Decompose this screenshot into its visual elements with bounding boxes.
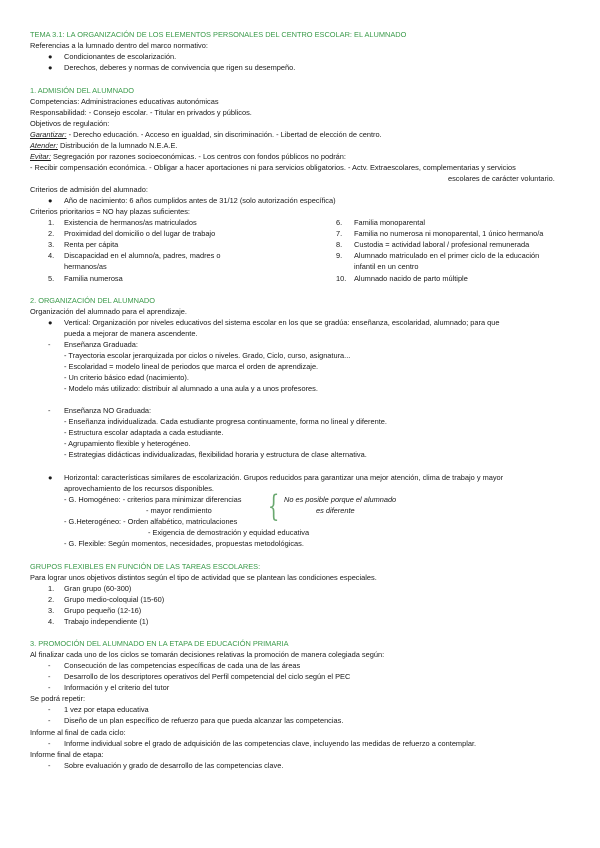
list-item: - Modelo más utilizado: distribuir al alumnado a una aula y a unos profesores. (64, 384, 318, 393)
list-item: - Un criterio básico edad (nacimiento). (64, 373, 189, 382)
list-item: Trabajo independiente (1) (64, 617, 149, 626)
page-title: TEMA 3.1: LA ORGANIZACIÓN DE LOS ELEMENTOS PERSONALES DEL CENTRO ESCOLAR: EL ALUMNADO (30, 30, 407, 39)
garantizar-text: - Derecho educación. - Acceso en igualdad, sin discriminación. - Libertad de elección de centro. (66, 130, 382, 139)
list-item: Proximidad del domicilio o del lugar de trabajo (64, 229, 216, 238)
atender-label: Atender: (30, 141, 58, 150)
heterogeneo-line-2: - Exigencia de demostración y equidad educativa (148, 528, 310, 537)
list-number: 4. (48, 251, 55, 260)
list-item: Informe individual sobre el grado de adquisición de las competencias clave, incluyendo las medidas de refuerzo a contemplar. (64, 739, 477, 748)
list-item: 1 vez por etapa educativa (64, 705, 149, 714)
promocion-intro: Al finalizar cada uno de los ciclos se tomarán decisiones relativas la promoción de manera colegiada según: (30, 650, 385, 659)
vertical-line-2: pueda a mejorar de manera ascendente. (64, 329, 198, 338)
list-item: Sobre evaluación y grado de desarrollo de las competencias clave. (64, 761, 284, 770)
homogeneo-line-1: - G. Homogéneo: - criterios para minimizar diferencias (64, 495, 242, 504)
list-item: - Escolaridad = modelo lineal de periodos que marca el orden de aprendizaje. (64, 362, 319, 371)
bullet-icon: ● (48, 63, 53, 72)
dash-icon: - (48, 406, 51, 415)
list-item: Grupo medio-coloquial (15-60) (64, 595, 165, 604)
nacimiento-line: Año de nacimiento: 6 años cumplidos antes de 31/12 (solo autorización específica) (64, 196, 336, 205)
list-item: Gran grupo (60-300) (64, 584, 132, 593)
list-item: Diseño de un plan específico de refuerzo para que pueda alcanzar las competencias. (64, 716, 344, 725)
list-item: Derechos, deberes y normas de convivencia que rigen su desempeño. (64, 63, 296, 72)
list-item: Discapacidad en el alumno/a, padres, madres o (64, 251, 221, 260)
list-number: 7. (336, 229, 343, 238)
list-item: Renta per cápita (64, 240, 119, 249)
list-item: - Trayectoria escolar jerarquizada por ciclos o niveles. Grado, Ciclo, curso, asignatura... (64, 351, 351, 360)
homogeneo-line-2: - mayor rendimiento (146, 506, 212, 515)
garantizar-line (30, 130, 382, 140)
section-heading-organizacion: 2. ORGANIZACIÓN DEL ALUMNADO (30, 296, 155, 305)
bullet-icon: ● (48, 52, 53, 61)
note-line-2: es diferente (316, 506, 355, 515)
vertical-line-1: Vertical: Organización por niveles educativos del sistema escolar en los que se gradúa: enseñanza, escolaridad, alumnado; para que (64, 318, 500, 327)
list-item: Familia no numerosa ni monoparental, 1 único hermano/a (354, 229, 544, 238)
intro-text: Referencias a la lumnado dentro del marco normativo: (30, 41, 208, 50)
grupos-intro: Para lograr unos objetivos distintos según el tipo de actividad que se plantean las condiciones especiales. (30, 573, 377, 582)
list-item: Existencia de hermanos/as matriculados (64, 218, 197, 227)
bullet-icon: ● (48, 318, 53, 327)
list-number: 1. (48, 584, 55, 593)
dash-icon: - (48, 705, 51, 714)
list-item: Familia monoparental (354, 218, 426, 227)
list-number: 9. (336, 251, 343, 260)
list-number: 5. (48, 274, 55, 283)
atender-line (30, 141, 178, 151)
atender-text: Distribución de la lumnado N.E.A.E. (57, 141, 178, 150)
evitar-line-2: - Recibir compensación económica. - Obligar a hacer aportaciones ni para servicios obligatorios. - Actv. Extraescolares, complementarias y servicios (30, 163, 516, 172)
section-heading-promocion: 3. PROMOCIÓN DEL ALUMNADO EN LA ETAPA DE EDUCACIÓN PRIMARIA (30, 639, 289, 648)
bullet-icon: ● (48, 473, 53, 482)
list-item: - Enseñanza individualizada. Cada estudiante progresa continuamente, forma no lineal y diferente. (64, 417, 387, 426)
informe-ciclo-heading: Informe al final de cada ciclo: (30, 728, 126, 737)
informe-etapa-heading: Informe final de etapa: (30, 750, 104, 759)
garantizar-label: Garantizar: (30, 130, 67, 139)
evitar-text: Segregación por razones socioeconómicas. - Los centros con fondos públicos no podrán: (50, 152, 346, 161)
horizontal-line-2: aprovechamiento de los recursos disponibles. (64, 484, 214, 493)
list-item: Alumnado matriculado en el primer ciclo de la educación (354, 251, 540, 260)
list-number: 10. (336, 274, 347, 283)
dash-icon: - (48, 716, 51, 725)
criterios-line: Criterios de admisión del alumnado: (30, 185, 148, 194)
list-item: Alumnado nacido de parto múltiple (354, 274, 468, 283)
dash-icon: - (48, 672, 51, 681)
section-heading-admision: 1. ADMISIÓN DEL ALUMNADO (30, 86, 135, 95)
list-item: Consecución de las competencias específicas de cada una de las áreas (64, 661, 301, 670)
dash-icon: - (48, 340, 51, 349)
list-item: - Agrupamiento flexible y heterogéneo. (64, 439, 191, 448)
list-item: Condicionantes de escolarización. (64, 52, 177, 61)
list-number: 8. (336, 240, 343, 249)
organizacion-intro: Organización del alumnado para el aprendizaje. (30, 307, 187, 316)
repetir-heading: Se podrá repetir: (30, 694, 86, 703)
note-line-1: No es posible porque el alumnado (284, 495, 397, 504)
dash-icon: - (48, 739, 51, 748)
list-item-cont: infantil en un centro (354, 262, 419, 271)
dash-icon: - (48, 661, 51, 670)
list-number: 1. (48, 218, 55, 227)
list-item: Desarrollo de los descriptores operativos del Perfil competencial del ciclo según el PEC (64, 672, 351, 681)
list-number: 3. (48, 240, 55, 249)
bullet-icon: ● (48, 196, 53, 205)
list-item: Información y el criterio del tutor (64, 683, 170, 692)
dash-icon: - (48, 761, 51, 770)
section-heading-grupos: GRUPOS FLEXIBLES EN FUNCIÓN DE LAS TAREAS ESCOLARES: (30, 562, 261, 571)
list-item: - Estrategias didácticas individualizadas, flexibilidad horaria y estructura de clase alternativa. (64, 450, 367, 459)
evitar-label: Evitar: (30, 152, 51, 161)
list-number: 3. (48, 606, 55, 615)
list-item: - Estructura escolar adaptada a cada estudiante. (64, 428, 224, 437)
brace-icon: { (267, 489, 280, 524)
list-item: Familia numerosa (64, 274, 123, 283)
list-item-cont: hermanos/as (64, 262, 107, 271)
list-number: 2. (48, 595, 55, 604)
list-item: Custodia = actividad laboral / profesional remunerada (354, 240, 530, 249)
evitar-line-3: escolares de carácter voluntario. (448, 174, 555, 183)
no-graduada-heading: Enseñanza NO Graduada: (64, 406, 152, 415)
list-number: 4. (48, 617, 55, 626)
competencias-line: Competencias: Administraciones educativas autonómicas (30, 97, 219, 106)
responsabilidad-line: Responsabilidad: - Consejo escolar. - Titular en privados y públicos. (30, 108, 252, 117)
evitar-line (30, 152, 346, 162)
flexible-line: - G. Flexible: Según momentos, necesidades, propuestas metodológicas. (64, 539, 304, 548)
objetivos-line: Objetivos de regulación: (30, 119, 110, 128)
list-item: Grupo pequeño (12-16) (64, 606, 142, 615)
list-number: 6. (336, 218, 343, 227)
dash-icon: - (48, 683, 51, 692)
horizontal-line-1: Horizontal: características similares de escolarización. Grupos reducidos para garantizar una mejor atención, clima de trabajo y mayor (64, 473, 504, 482)
list-number: 2. (48, 229, 55, 238)
prioritarios-line: Criterios prioritarios = NO hay plazas suficientes: (30, 207, 190, 216)
graduada-heading: Enseñanza Graduada: (64, 340, 138, 349)
heterogeneo-line-1: - G.Heterogéneo: - Orden alfabético, matriculaciones (64, 517, 238, 526)
